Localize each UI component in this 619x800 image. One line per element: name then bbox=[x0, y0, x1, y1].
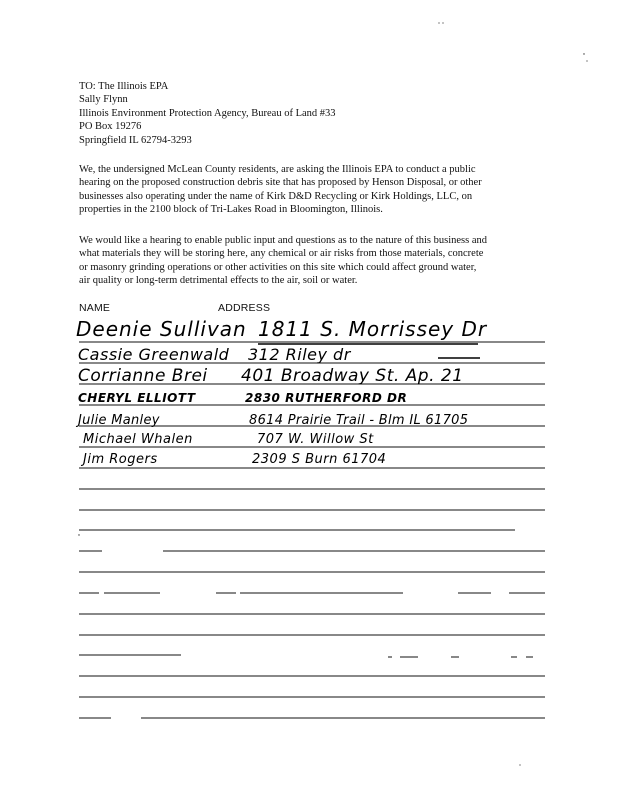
signer-address: 1811 S. Morrissey Dr bbox=[258, 317, 488, 341]
paragraph-line: We would like a hearing to enable public input and questions as to the nature of this business and bbox=[79, 235, 487, 246]
signer-name: Julie Manley bbox=[78, 413, 160, 428]
signer-name: Jim Rogers bbox=[83, 452, 158, 467]
name-column-header: NAME bbox=[79, 302, 111, 314]
signer-address: 8614 Prairie Trail - Blm IL 61705 bbox=[249, 413, 469, 428]
scan-speck bbox=[438, 22, 439, 23]
signer-name: Michael Whalen bbox=[83, 432, 193, 447]
signer-name: Deenie Sullivan bbox=[76, 317, 247, 341]
recipient-line: Sally Flynn bbox=[79, 94, 128, 106]
paragraph-line: businesses also operating under the name of Kirk D&D Recycling or Kirk Holdings, LLC, on bbox=[79, 190, 473, 202]
signer-address: 707 W. Willow St bbox=[257, 432, 374, 447]
scan-speck bbox=[586, 60, 587, 61]
paragraph-line: We, the undersigned McLean County residents, are asking the Illinois EPA to conduct a public bbox=[79, 164, 476, 175]
signer-name: Cassie Greenwald bbox=[78, 345, 230, 364]
paragraph-line: air quality or long-term detrimental effects to the air, soil or water. bbox=[79, 275, 358, 287]
recipient-line: Illinois Environment Protection Agency, Bureau of Land #33 bbox=[79, 107, 336, 119]
paragraph-line: properties in the 2100 block of Tri-Lakes Road in Bloomington, Illinois. bbox=[79, 204, 383, 216]
recipient-line: TO: The Illinois EPA bbox=[79, 81, 169, 92]
scan-speck bbox=[583, 53, 584, 54]
scan-speck bbox=[442, 22, 443, 23]
signer-address: 401 Broadway St. Ap. 21 bbox=[241, 366, 464, 386]
signer-address: 2830 RUTHERFORD DR bbox=[245, 391, 408, 405]
scan-speck bbox=[78, 534, 79, 535]
address-column-header: ADDRESS bbox=[218, 302, 271, 314]
paragraph-line: or masonry grinding operations or other activities on this site which could affect ground water, bbox=[79, 261, 477, 273]
signer-name: CHERYL ELLIOTT bbox=[78, 391, 196, 405]
scan-speck bbox=[519, 764, 520, 765]
paragraph-line: hearing on the proposed construction debris site that has proposed by Henson Disposal, or other bbox=[79, 177, 482, 189]
paragraph-line: what materials they will be storing here, any chemical or air risks from those materials, concrete bbox=[79, 248, 484, 260]
recipient-line: PO Box 19276 bbox=[79, 121, 142, 133]
signer-address: 312 Riley dr bbox=[248, 345, 351, 364]
signer-address: 2309 S Burn 61704 bbox=[252, 452, 387, 467]
signer-name: Corrianne Brei bbox=[78, 366, 208, 386]
recipient-line: Springfield IL 62794-3293 bbox=[79, 134, 192, 146]
